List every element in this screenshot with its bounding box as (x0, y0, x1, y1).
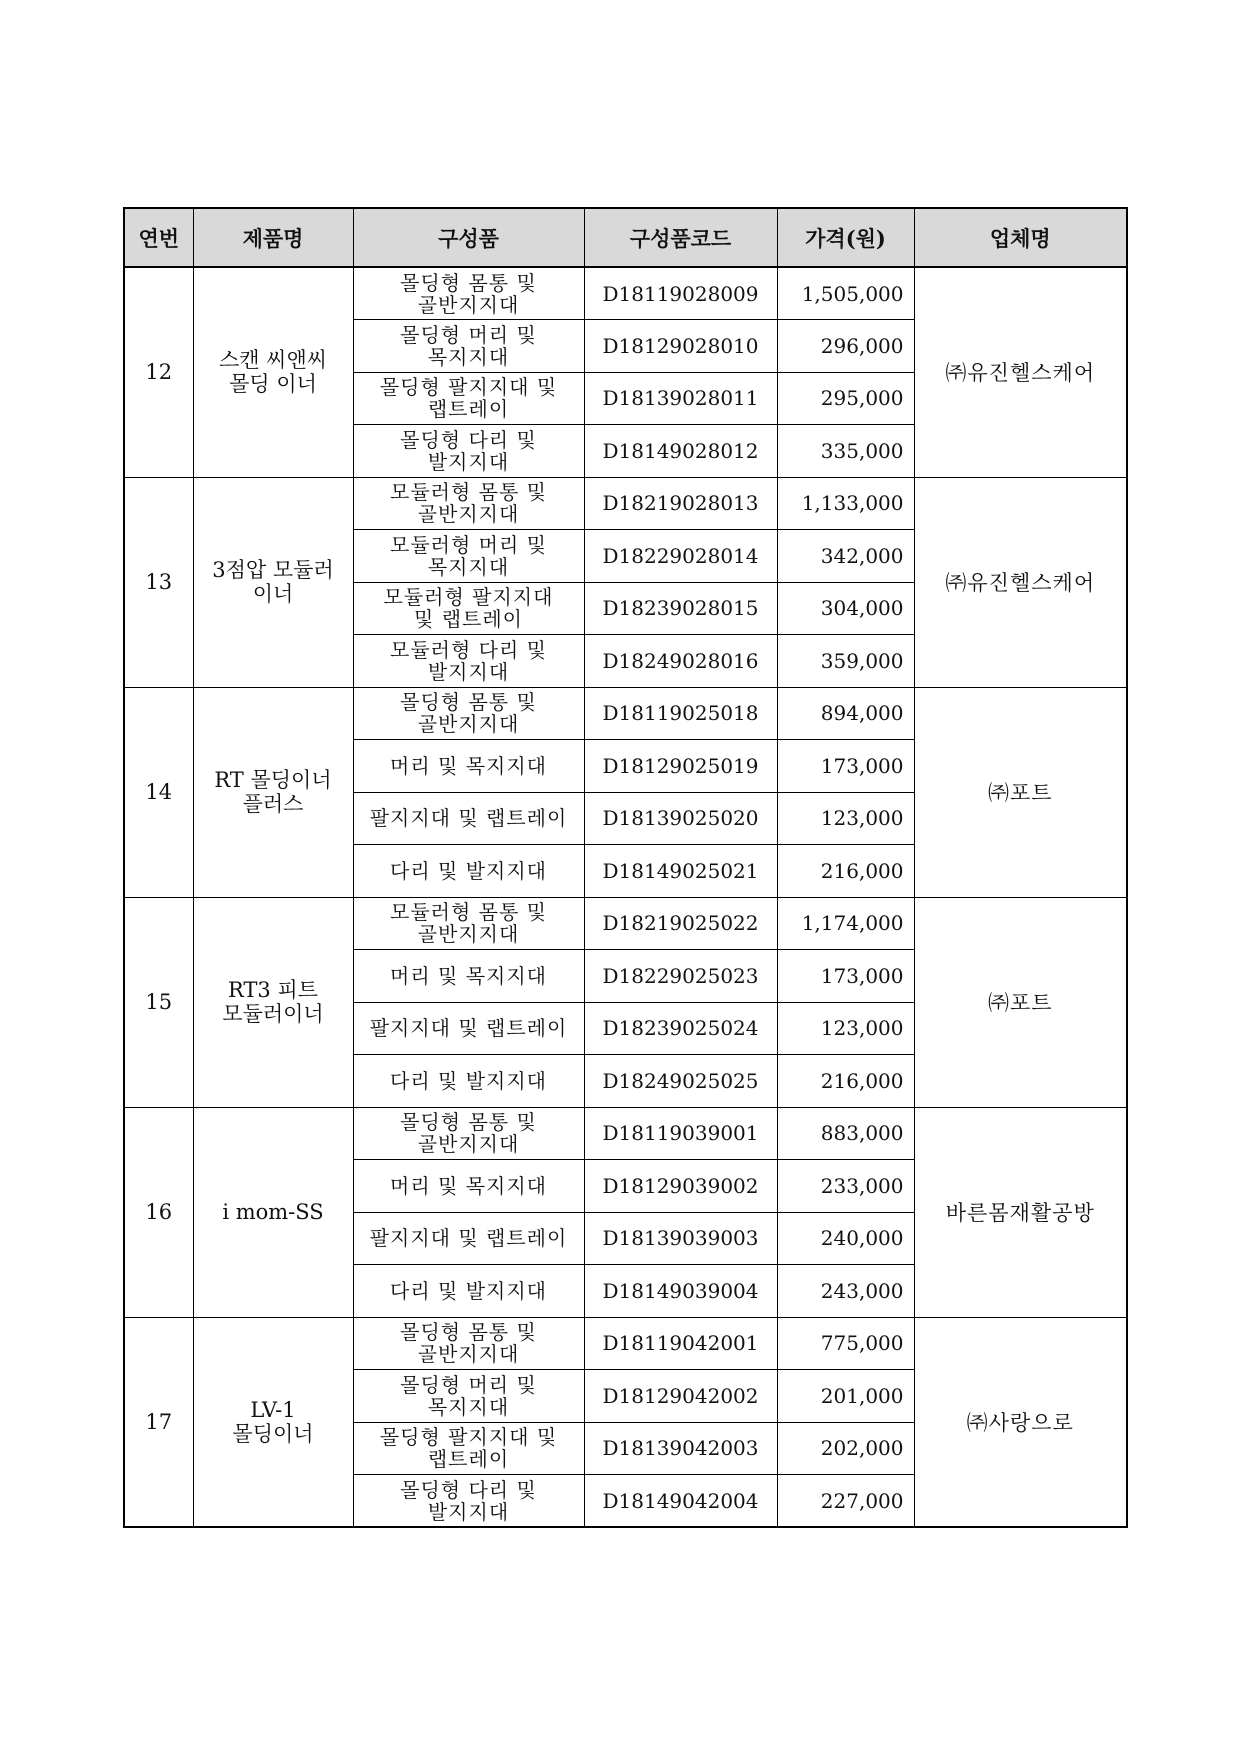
component-code: D18149042004 (584, 1475, 777, 1528)
component-name-line: 발지지대 (427, 449, 510, 474)
component-price: 1,174,000 (777, 897, 914, 950)
component-price: 202,000 (777, 1422, 914, 1475)
component-name (353, 1475, 584, 1528)
component-code: D18129042002 (584, 1370, 777, 1423)
component-name-line: 목지지대 (427, 554, 510, 579)
component-code: D18229028014 (584, 530, 777, 583)
product-name (193, 477, 353, 687)
component-price: 173,000 (777, 950, 914, 1003)
product-name (193, 1107, 353, 1317)
component-price: 359,000 (777, 635, 914, 688)
component-name (353, 792, 584, 845)
component-price: 296,000 (777, 320, 914, 373)
component-name-line: 랩트레이 (427, 1447, 510, 1472)
row-number: 12 (124, 267, 193, 477)
component-name-line: 팔지지대 및 랩트레이 (369, 1016, 568, 1041)
product-name-line: 모듈러이너 (222, 1002, 324, 1026)
product-name-line: RT 몰딩이너 (214, 768, 332, 792)
row-number: 17 (124, 1317, 193, 1527)
table-row (124, 477, 1127, 530)
component-name-line: 머리 및 목지지대 (390, 1173, 547, 1198)
product-name-line: 몰딩 이너 (229, 372, 317, 397)
vendor-name: ㈜포트 (914, 687, 1127, 897)
component-name-line: 발지지대 (427, 1499, 510, 1524)
component-name-line: 골반지지대 (417, 712, 520, 737)
component-code: D18149039004 (584, 1265, 777, 1318)
header-no: 연번 (124, 208, 193, 267)
component-price: 894,000 (777, 687, 914, 740)
table-row (124, 897, 1127, 950)
product-name (193, 687, 353, 897)
component-name-line: 모듈러형 다리 및 (390, 637, 547, 662)
component-name-line: 골반지지대 (417, 1342, 520, 1367)
product-name-line: 3점압 모듈러 (212, 558, 334, 582)
row-number: 13 (124, 477, 193, 687)
component-name-line: 몰딩형 머리 및 (400, 1372, 537, 1397)
product-table (123, 207, 1128, 1528)
component-code: D18129025019 (584, 740, 777, 793)
component-name (353, 1107, 584, 1160)
component-code: D18119025018 (584, 687, 777, 740)
component-name-line: 모듈러형 머리 및 (390, 532, 547, 557)
component-name-line: 몰딩형 몸통 및 (400, 1320, 537, 1345)
component-code: D18239028015 (584, 582, 777, 635)
component-name (353, 267, 584, 320)
component-price: 335,000 (777, 425, 914, 478)
component-code: D18139039003 (584, 1212, 777, 1265)
component-name-line: 발지지대 (427, 659, 510, 684)
vendor-name: ㈜사랑으로 (914, 1317, 1127, 1527)
component-price: 216,000 (777, 845, 914, 898)
header-code: 구성품코드 (584, 208, 777, 267)
component-price: 173,000 (777, 740, 914, 793)
component-name (353, 425, 584, 478)
table-header-row (124, 208, 1127, 267)
component-code: D18139042003 (584, 1422, 777, 1475)
component-name-line: 팔지지대 및 랩트레이 (369, 806, 568, 831)
component-name (353, 582, 584, 635)
component-name-line: 몰딩형 몸통 및 (400, 270, 537, 295)
product-name-line: 이너 (252, 582, 294, 606)
component-name-line: 골반지지대 (417, 292, 520, 317)
component-name (353, 1317, 584, 1370)
component-name-line: 골반지지대 (417, 922, 520, 947)
component-name (353, 1422, 584, 1475)
component-price: 883,000 (777, 1107, 914, 1160)
component-name (353, 1265, 584, 1318)
component-name-line: 다리 및 발지지대 (390, 1278, 547, 1303)
vendor-name: ㈜유진헬스케어 (914, 267, 1127, 477)
table-row (124, 1107, 1127, 1160)
table-row (124, 267, 1127, 320)
component-name-line: 모듈러형 팔지지대 (383, 585, 554, 610)
component-name-line: 몰딩형 팔지지대 및 (379, 375, 558, 400)
component-name-line: 다리 및 발지지대 (390, 858, 547, 883)
component-name (353, 320, 584, 373)
component-name (353, 740, 584, 793)
component-code: D18119039001 (584, 1107, 777, 1160)
vendor-name: ㈜유진헬스케어 (914, 477, 1127, 687)
table-row (124, 1317, 1127, 1370)
component-price: 201,000 (777, 1370, 914, 1423)
table-row (124, 687, 1127, 740)
component-code: D18229025023 (584, 950, 777, 1003)
component-name-line: 몰딩형 다리 및 (400, 1477, 537, 1502)
component-name (353, 687, 584, 740)
component-code: D18219028013 (584, 477, 777, 530)
table-body (124, 267, 1127, 1527)
component-code: D18119042001 (584, 1317, 777, 1370)
component-name (353, 1370, 584, 1423)
component-name (353, 897, 584, 950)
component-name (353, 845, 584, 898)
component-price: 227,000 (777, 1475, 914, 1528)
component-code: D18249028016 (584, 635, 777, 688)
component-name-line: 골반지지대 (417, 1132, 520, 1157)
component-price: 1,505,000 (777, 267, 914, 320)
vendor-name: ㈜포트 (914, 897, 1127, 1107)
component-code: D18219025022 (584, 897, 777, 950)
component-code: D18139025020 (584, 792, 777, 845)
component-name (353, 372, 584, 425)
header-vendor: 업체명 (914, 208, 1127, 267)
component-name-line: 몰딩형 팔지지대 및 (379, 1425, 558, 1450)
component-name (353, 1002, 584, 1055)
component-price: 216,000 (777, 1055, 914, 1108)
component-name (353, 1160, 584, 1213)
component-code: D18149028012 (584, 425, 777, 478)
component-name-line: 목지지대 (427, 1394, 510, 1419)
product-name-line: LV-1 (250, 1397, 296, 1422)
component-name-line: 몰딩형 다리 및 (400, 427, 537, 452)
component-name (353, 477, 584, 530)
product-name-line: 몰딩이너 (232, 1421, 314, 1446)
component-code: D18139028011 (584, 372, 777, 425)
component-name-line: 랩트레이 (427, 397, 510, 422)
row-number: 14 (124, 687, 193, 897)
component-name-line: 모듈러형 몸통 및 (390, 900, 547, 925)
header-component: 구성품 (353, 208, 584, 267)
component-name-line: 머리 및 목지지대 (390, 963, 547, 988)
product-name (193, 897, 353, 1107)
component-name-line: 다리 및 발지지대 (390, 1068, 547, 1093)
component-name (353, 950, 584, 1003)
product-name (193, 267, 353, 477)
component-code: D18249025025 (584, 1055, 777, 1108)
component-price: 304,000 (777, 582, 914, 635)
component-price: 123,000 (777, 1002, 914, 1055)
component-price: 240,000 (777, 1212, 914, 1265)
component-price: 775,000 (777, 1317, 914, 1370)
component-name-line: 모듈러형 몸통 및 (390, 480, 547, 505)
component-name-line: 몰딩형 몸통 및 (400, 690, 537, 715)
component-code: D18129039002 (584, 1160, 777, 1213)
component-code: D18129028010 (584, 320, 777, 373)
component-name-line: 및 랩트레이 (414, 607, 523, 632)
header-price: 가격(원) (777, 208, 914, 267)
product-name-line: RT3 피트 (227, 978, 319, 1002)
component-name-line: 골반지지대 (417, 502, 520, 527)
product-name-line: 스캔 씨앤씨 (218, 348, 328, 373)
component-name (353, 530, 584, 583)
component-name (353, 1055, 584, 1108)
component-name-line: 팔지지대 및 랩트레이 (369, 1226, 568, 1251)
component-name-line: 목지지대 (427, 344, 510, 369)
row-number: 15 (124, 897, 193, 1107)
component-price: 1,133,000 (777, 477, 914, 530)
component-price: 342,000 (777, 530, 914, 583)
component-price: 233,000 (777, 1160, 914, 1213)
component-name-line: 몰딩형 머리 및 (400, 322, 537, 347)
component-name-line: 몰딩형 몸통 및 (400, 1110, 537, 1135)
product-name (193, 1317, 353, 1527)
component-price: 295,000 (777, 372, 914, 425)
product-name-line: 플러스 (242, 792, 304, 816)
header-product: 제품명 (193, 208, 353, 267)
component-code: D18149025021 (584, 845, 777, 898)
component-name-line: 머리 및 목지지대 (390, 753, 547, 778)
vendor-name: 바른몸재활공방 (914, 1107, 1127, 1317)
component-code: D18239025024 (584, 1002, 777, 1055)
component-name (353, 1212, 584, 1265)
component-name (353, 635, 584, 688)
component-code: D18119028009 (584, 267, 777, 320)
component-price: 243,000 (777, 1265, 914, 1318)
component-price: 123,000 (777, 792, 914, 845)
product-name-line: i mom-SS (222, 1200, 324, 1224)
row-number: 16 (124, 1107, 193, 1317)
